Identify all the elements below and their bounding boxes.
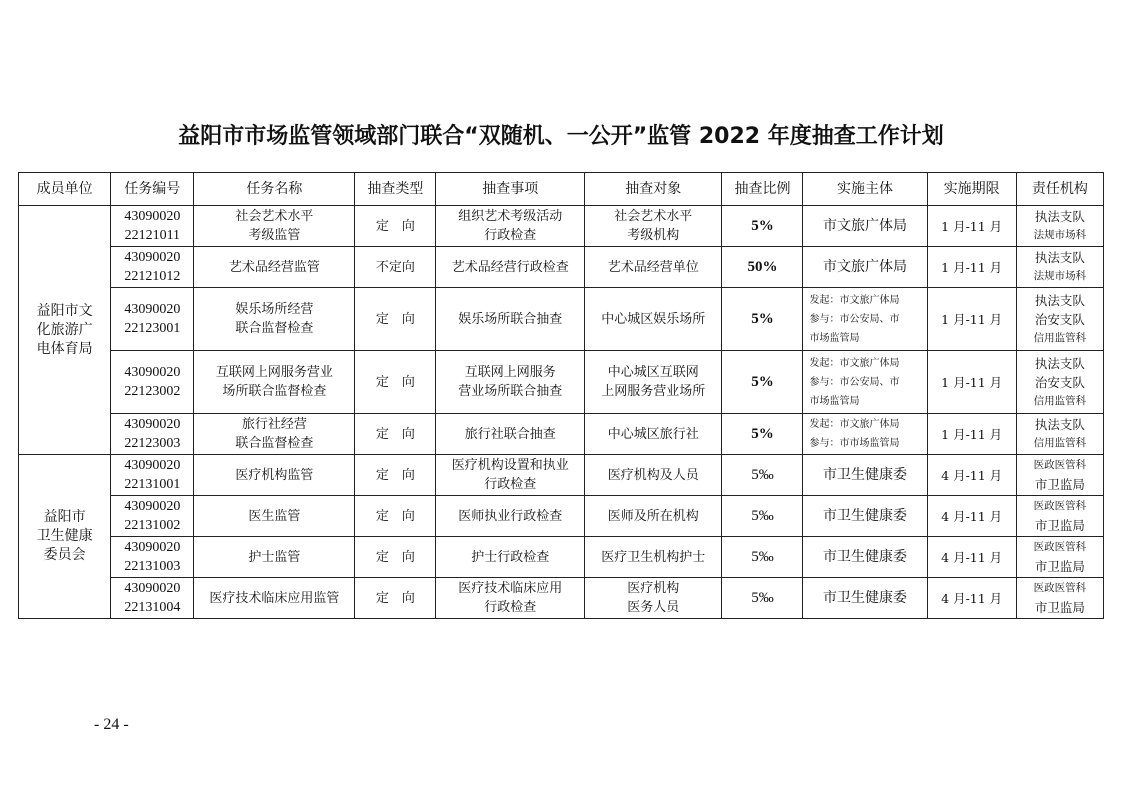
check-target-cell	[585, 206, 722, 247]
cell-line: 43090020	[124, 365, 181, 380]
period-cell: 4 月-11 月	[927, 455, 1016, 496]
period-cell: 1 月-11 月	[927, 206, 1016, 247]
task-name-cell	[194, 247, 355, 288]
cell-line: 市卫生健康委	[823, 466, 907, 483]
check-item-cell	[436, 247, 585, 288]
implementer-cell	[803, 206, 927, 247]
check-item-cell	[436, 537, 585, 578]
cell-line: 22121011	[124, 228, 181, 243]
cell-line: 行政检查	[484, 228, 537, 243]
cell-line: 法规市场科	[1033, 229, 1087, 241]
cell-line: 22131004	[124, 600, 181, 615]
cell-line: 化旅游广	[36, 321, 93, 338]
responsible-org-cell	[1016, 537, 1103, 578]
period-cell: 4 月-11 月	[927, 578, 1016, 619]
cell-line: 上网服务营业场所	[601, 384, 706, 399]
implementer-cell	[803, 455, 927, 496]
check-item-cell	[436, 351, 585, 414]
check-type-cell: 定 向	[355, 288, 436, 351]
cell-line: 市卫生健康委	[823, 507, 907, 524]
check-target-cell	[585, 578, 722, 619]
cell-line: 执法支队	[1034, 250, 1085, 265]
cell-line: 委员会	[43, 547, 86, 563]
check-type-cell: 不定向	[355, 247, 436, 288]
cell-line: 执法支队	[1034, 355, 1085, 371]
implementer-cell	[803, 247, 927, 288]
cell-line: 43090020	[124, 581, 181, 596]
cell-line: 互联网上网服务	[464, 365, 556, 380]
responsible-org-cell	[1016, 288, 1103, 351]
responsible-org-cell	[1016, 578, 1103, 619]
cell-line: 43090020	[124, 417, 181, 432]
cell-line: 联合监督检查	[235, 436, 314, 451]
cell-line: 43090020	[124, 540, 181, 555]
cell-line: 医疗卫生机构护士	[601, 549, 706, 565]
check-item-cell	[436, 496, 585, 537]
check-item-cell	[436, 455, 585, 496]
responsible-org-cell	[1016, 247, 1103, 288]
cell-line: 市文旅广体局	[823, 217, 907, 234]
cell-line: 艺术品经营单位	[607, 259, 699, 275]
period-cell: 4 月-11 月	[927, 537, 1016, 578]
check-target-cell	[585, 537, 722, 578]
cell-line: 护士行政检查	[471, 549, 550, 565]
implementer-cell	[803, 414, 927, 455]
cell-line: 市卫监局	[1034, 600, 1085, 615]
check-type-cell: 定 向	[355, 537, 436, 578]
check-target-cell	[585, 496, 722, 537]
cell-line: 中心城区互联网	[607, 365, 699, 380]
header-ratio: 抽查比例	[722, 173, 803, 206]
table-row	[19, 537, 1104, 578]
table-row	[19, 455, 1104, 496]
cell-line: 信用监管科	[1033, 331, 1087, 344]
member-unit-cell	[19, 206, 111, 455]
cell-line: 22131001	[124, 477, 181, 492]
period-cell: 1 月-11 月	[927, 247, 1016, 288]
cell-line: 医政医管科	[1033, 459, 1087, 471]
period-cell: 4 月-11 月	[927, 496, 1016, 537]
cell-line: 43090020	[124, 458, 181, 473]
cell-line: 22131002	[124, 518, 181, 533]
cell-line: 医师执业行政检查	[458, 508, 563, 524]
cell-line: 执法支队	[1034, 209, 1085, 224]
cell-line: 市卫监局	[1034, 518, 1085, 533]
cell-line: 医政医管科	[1033, 582, 1087, 594]
cell-line: 信用监管科	[1033, 394, 1087, 407]
cell-line: 22121012	[124, 269, 181, 284]
cell-line: 中心城区旅行社	[607, 426, 699, 442]
task-name-cell	[194, 455, 355, 496]
implementer-cell	[803, 578, 927, 619]
check-target-cell	[585, 414, 722, 455]
cell-line: 43090020	[124, 250, 181, 265]
check-item-cell	[436, 578, 585, 619]
check-ratio-cell: 5%	[722, 351, 803, 414]
cell-line: 市文旅广体局	[823, 258, 907, 275]
cell-line: 艺术品经营行政检查	[451, 259, 569, 275]
header-org: 责任机构	[1016, 173, 1103, 206]
task-name-cell	[194, 288, 355, 351]
table-row	[19, 351, 1104, 414]
check-ratio-cell: 5%	[722, 206, 803, 247]
check-type-cell: 定 向	[355, 351, 436, 414]
header-type: 抽查类型	[355, 173, 436, 206]
period-cell: 1 月-11 月	[927, 288, 1016, 351]
cell-line: 医生监管	[248, 508, 301, 524]
implementer-cell	[803, 288, 927, 351]
cell-line: 22123003	[124, 436, 181, 451]
task-code-cell	[111, 578, 194, 619]
cell-line: 旅行社经营	[241, 417, 307, 432]
cell-line: 益阳市文	[36, 302, 93, 319]
task-name-cell	[194, 578, 355, 619]
check-type-cell: 定 向	[355, 578, 436, 619]
check-item-cell	[436, 288, 585, 351]
check-target-cell	[585, 288, 722, 351]
cell-line: 社会艺术水平	[614, 209, 693, 224]
cell-line: 22131003	[124, 559, 181, 574]
cell-line: 互联网上网服务营业	[215, 365, 333, 380]
responsible-org-cell	[1016, 206, 1103, 247]
task-code-cell	[111, 496, 194, 537]
cell-line: 参与：市市场监管局	[809, 438, 900, 449]
cell-line: 参与：市公安局、市	[809, 313, 900, 325]
cell-line: 治安支队	[1034, 374, 1085, 390]
check-type-cell: 定 向	[355, 414, 436, 455]
task-code-cell	[111, 206, 194, 247]
cell-line: 医务人员	[627, 600, 680, 615]
header-target: 抽查对象	[585, 173, 722, 206]
check-ratio-cell: 5%	[722, 414, 803, 455]
cell-line: 发起：市文旅广体局	[809, 419, 900, 430]
cell-line: 行政检查	[484, 477, 537, 492]
check-ratio-cell: 5‰	[722, 578, 803, 619]
check-type-cell: 定 向	[355, 206, 436, 247]
cell-line: 43090020	[124, 209, 181, 224]
cell-line: 医政医管科	[1033, 500, 1087, 512]
task-code-cell	[111, 288, 194, 351]
task-name-cell	[194, 414, 355, 455]
cell-line: 医师及所在机构	[607, 508, 699, 524]
task-name-cell	[194, 206, 355, 247]
cell-line: 艺术品经营监管	[228, 259, 320, 275]
cell-line: 发起：市文旅广体局	[809, 294, 900, 306]
task-code-cell	[111, 414, 194, 455]
implementer-cell	[803, 351, 927, 414]
cell-line: 市卫生健康委	[823, 589, 907, 606]
check-ratio-cell: 50%	[722, 247, 803, 288]
cell-line: 执法支队	[1034, 292, 1085, 308]
cell-line: 行政检查	[484, 600, 537, 615]
task-code-cell	[111, 247, 194, 288]
cell-line: 护士监管	[248, 549, 301, 565]
table-row	[19, 578, 1104, 619]
check-target-cell	[585, 351, 722, 414]
cell-line: 考级机构	[627, 228, 680, 243]
check-type-cell: 定 向	[355, 496, 436, 537]
table-row	[19, 414, 1104, 455]
cell-line: 旅行社联合抽查	[464, 426, 556, 442]
cell-line: 医疗机构及人员	[607, 467, 699, 483]
period-cell: 1 月-11 月	[927, 351, 1016, 414]
table-row	[19, 288, 1104, 351]
check-target-cell	[585, 247, 722, 288]
check-ratio-cell: 5%	[722, 288, 803, 351]
cell-line: 法规市场科	[1033, 270, 1087, 282]
cell-line: 医疗技术临床应用	[458, 581, 563, 596]
responsible-org-cell	[1016, 351, 1103, 414]
check-item-cell	[436, 414, 585, 455]
cell-line: 医疗机构设置和执业	[451, 458, 569, 473]
table-row	[19, 206, 1104, 247]
cell-line: 医疗机构监管	[235, 467, 314, 483]
cell-line: 医疗技术临床应用监管	[209, 590, 340, 606]
header-code: 任务编号	[111, 173, 194, 206]
header-period: 实施期限	[927, 173, 1016, 206]
cell-line: 市场监管局	[809, 395, 860, 407]
cell-line: 43090020	[124, 302, 181, 317]
cell-line: 信用监管科	[1033, 437, 1087, 449]
cell-line: 22123001	[124, 321, 181, 336]
header-implementer: 实施主体	[803, 173, 927, 206]
cell-line: 市卫监局	[1034, 477, 1085, 492]
cell-line: 中心城区娱乐场所	[601, 311, 706, 327]
page-number: - 24 -	[94, 716, 129, 733]
responsible-org-cell	[1016, 414, 1103, 455]
header-row	[19, 173, 1104, 206]
task-name-cell	[194, 537, 355, 578]
implementer-cell	[803, 496, 927, 537]
task-code-cell	[111, 537, 194, 578]
member-unit-cell	[19, 455, 111, 619]
check-item-cell	[436, 206, 585, 247]
cell-line: 娱乐场所联合抽查	[458, 311, 563, 327]
task-name-cell	[194, 351, 355, 414]
task-code-cell	[111, 351, 194, 414]
cell-line: 娱乐场所经营	[235, 302, 314, 317]
implementer-cell	[803, 537, 927, 578]
cell-line: 发起：市文旅广体局	[809, 357, 900, 369]
check-target-cell	[585, 455, 722, 496]
table-row	[19, 247, 1104, 288]
check-ratio-cell: 5‰	[722, 537, 803, 578]
cell-line: 22123002	[124, 384, 181, 399]
cell-line: 场所联合监督检查	[222, 384, 327, 399]
check-type-cell: 定 向	[355, 455, 436, 496]
task-code-cell	[111, 455, 194, 496]
inspection-plan-table	[18, 172, 1104, 619]
cell-line: 医政医管科	[1033, 541, 1087, 553]
cell-line: 联合监督检查	[235, 321, 314, 336]
responsible-org-cell	[1016, 455, 1103, 496]
cell-line: 市场监管局	[809, 332, 860, 344]
cell-line: 社会艺术水平	[235, 209, 314, 224]
cell-line: 市卫生健康委	[823, 548, 907, 565]
cell-line: 执法支队	[1034, 417, 1085, 432]
task-name-cell	[194, 496, 355, 537]
cell-line: 治安支队	[1034, 311, 1085, 327]
cell-line: 市卫监局	[1034, 559, 1085, 574]
cell-line: 卫生健康	[36, 528, 93, 544]
period-cell: 1 月-11 月	[927, 414, 1016, 455]
document-title: 益阳市市场监管领域部门联合“双随机、一公开”监管 2022 年度抽查工作计划	[178, 124, 944, 149]
check-ratio-cell: 5‰	[722, 455, 803, 496]
cell-line: 益阳市	[43, 509, 86, 525]
cell-line: 电体育局	[36, 340, 93, 357]
cell-line: 营业场所联合抽查	[458, 384, 563, 399]
responsible-org-cell	[1016, 496, 1103, 537]
header-unit: 成员单位	[19, 173, 111, 206]
cell-line: 组织艺术考级活动	[458, 209, 563, 224]
cell-line: 参与：市公安局、市	[809, 376, 900, 388]
cell-line: 43090020	[124, 499, 181, 514]
table-row	[19, 496, 1104, 537]
cell-line: 医疗机构	[627, 581, 680, 596]
header-task-name: 任务名称	[194, 173, 355, 206]
cell-line: 考级监管	[248, 228, 301, 243]
header-item: 抽查事项	[436, 173, 585, 206]
check-ratio-cell: 5‰	[722, 496, 803, 537]
